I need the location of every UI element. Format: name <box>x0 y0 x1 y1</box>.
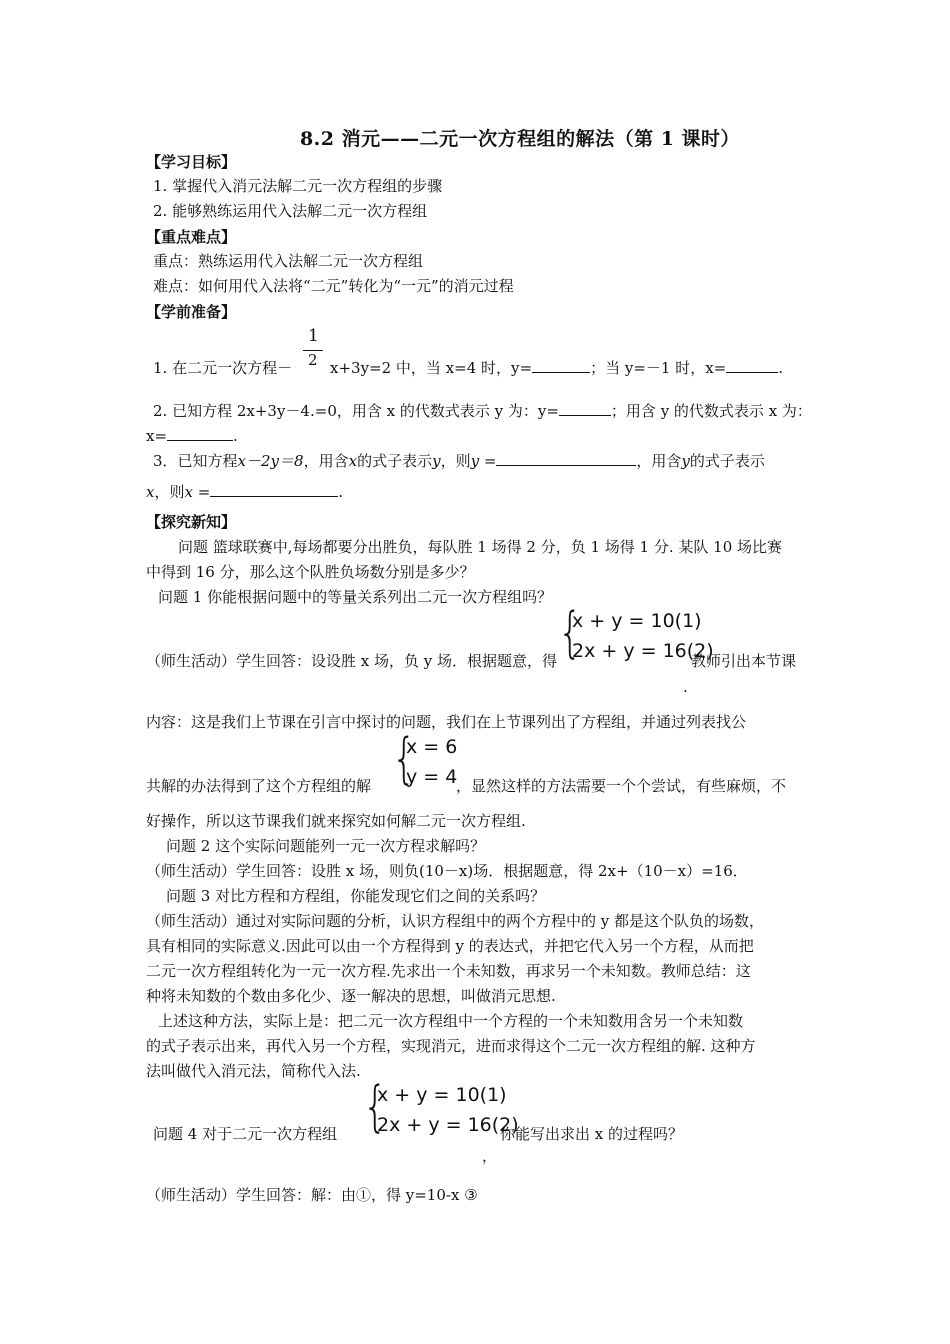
explore-p2: 中得到 16 分，那么这个队胜负场数分别是多少？ <box>146 563 475 581</box>
explore-p18-tail: 你能写出求出 x 的过程吗？ <box>500 1125 683 1143</box>
equation-system-1 <box>558 601 714 666</box>
prep-q1-text-c: ；当 y=－1 时，x= <box>590 359 727 377</box>
var-y: y <box>470 452 480 470</box>
prep-q3-text-i: = <box>192 483 211 501</box>
var-x: x <box>184 483 193 501</box>
prep-q3-text-g: 的式子表示 <box>689 452 765 470</box>
prep-q1 <box>153 358 292 378</box>
explore-p19: （师生活动）学生回答：解：由①，得 y=10-x ③ <box>146 1186 478 1204</box>
key-difficulty: 难点：如何用代入法将“二元”转化为“一元”的消元过程 <box>153 277 514 295</box>
system-2-eq2: 2x + y = 16(2) <box>377 1114 519 1136</box>
prep-q1-text-a: 1. 在二元一次方程－ <box>153 359 293 377</box>
system-2-eq1: x + y = 10(1) <box>377 1084 507 1106</box>
solution-eq2: y = 4 <box>406 766 458 788</box>
prep-q3-text-f: ，用含 <box>636 452 682 470</box>
system-1-eq2: 2x + y = 16(2) <box>572 640 714 662</box>
explore-p16: 的式子表示出来，再代入另一个方程，实现消元，进而求得这个二元一次方程组的解. 这种方 <box>146 1037 756 1055</box>
prep-q1-text-b: x+3y=2 中，当 x=4 时，y= <box>330 359 533 377</box>
prep-q2-text-b: ；用含 y 的代数式表示 x 为： <box>610 402 812 420</box>
explore-p15: 上述这种方法，实际上是：把二元一次方程组中一个方程的一个未知数用含另一个未知数 <box>158 1012 744 1030</box>
var-x: x <box>348 452 358 470</box>
prep-q2-line2 <box>146 426 238 446</box>
explore-p9: （师生活动）学生回答：设胜 x 场，则负(10－x)场．根据题意，得 2x+（10－x）=16． <box>146 862 748 880</box>
explore-p17: 法叫做代入消元法，简称代入法. <box>146 1062 361 1080</box>
explore-p6: 共解的办法得到了这个方程组的解 <box>146 777 372 795</box>
explore-p6-tail: ，显然这样的方法需要一个个尝试，有些麻烦，不 <box>456 777 787 795</box>
var-x: x <box>146 483 155 501</box>
fraction-denominator: 2 <box>308 351 318 369</box>
prep-q2 <box>153 401 812 421</box>
explore-p8: 问题 2 这个实际问题能列一元一次方程求解吗？ <box>166 837 486 855</box>
brace-icon: { <box>363 1075 388 1138</box>
answer-blank[interactable] <box>559 401 611 416</box>
answer-blank[interactable] <box>496 451 636 466</box>
var-y: y <box>681 452 690 470</box>
explore-p14: 种将未知数的个数由多化少、逐一解决的思想，叫做消元思想. <box>146 987 556 1005</box>
brace-icon: { <box>392 727 417 790</box>
prep-q1-end: . <box>778 359 784 377</box>
prep-q3-end: . <box>338 483 344 501</box>
prep-q3-text-e: = <box>479 452 497 470</box>
explore-p18-comma: ， <box>482 1147 498 1165</box>
explore-p11: （师生活动）通过对实际问题的分析，认识方程组中的两个方程中的 y 都是这个队负的场数， <box>146 912 765 930</box>
section-prep: 【学前准备】 <box>146 303 237 321</box>
explore-p18: 问题 4 对于二元一次方程组 <box>153 1125 338 1143</box>
key-focus: 重点：熟练运用代入法解二元一次方程组 <box>153 252 424 270</box>
system-1-eq1: x + y = 10(1) <box>572 610 702 632</box>
equation-system-2 <box>363 1075 519 1140</box>
var-y: y <box>432 452 441 470</box>
page-title: 8.2 消元——二元一次方程组的解法（第 1 课时） <box>299 128 741 150</box>
prep-q1-rest <box>330 358 783 378</box>
prep-q3-text-a: 3．已知方程 <box>153 452 238 470</box>
explore-p12: 具有相同的实际意义.因此可以由一个方程得到 y 的表达式，并把它代入另一个方程，从而把 <box>146 937 754 955</box>
answer-blank[interactable] <box>532 358 590 373</box>
brace-icon: { <box>558 601 583 664</box>
answer-blank[interactable] <box>210 482 338 497</box>
explore-p10: 问题 3 对比方程和方程组，你能发现它们之间的关系吗？ <box>166 887 546 905</box>
prep-q3-text-b: ，用含 <box>303 452 349 470</box>
solution-eq1: x = 6 <box>406 736 458 758</box>
explore-p3: 问题 1 你能根据问题中的等量关系列出二元一次方程组吗？ <box>158 588 553 606</box>
goal-1: 1. 掌握代入消元法解二元一次方程组的步骤 <box>153 177 443 195</box>
explore-p4-dot: . <box>683 678 688 696</box>
answer-blank[interactable] <box>726 358 778 373</box>
prep-q3-text-d: ，则 <box>440 452 471 470</box>
fraction-numerator: 1 <box>308 326 319 346</box>
section-explore: 【探究新知】 <box>146 513 237 531</box>
prep-q3 <box>153 451 765 471</box>
explore-p4-tail: 教师引出本节课 <box>691 652 797 670</box>
prep-q3-text-h: ，则 <box>154 483 185 501</box>
explore-p4: （师生活动）学生回答：设设胜 x 场，负 y 场．根据题意，得 <box>146 652 558 670</box>
goal-2: 2. 能够熟练运用代入法解二元一次方程组 <box>153 202 428 220</box>
explore-p5: 内容：这是我们上节课在引言中探讨的问题，我们在上节课列出了方程组，并通过列表找公 <box>146 713 747 731</box>
prep-q3-text-c: 的式子表示 <box>357 452 433 470</box>
prep-q2-text-a: 2. 已知方程 2x+3y－4.=0，用含 x 的代数式表示 y 为：y= <box>153 402 559 420</box>
prep-q2-text-c: x= <box>146 427 168 445</box>
explore-p7: 好操作，所以这节课我们就来探究如何解二元一次方程组. <box>146 812 526 830</box>
prep-q3-line2 <box>146 482 343 502</box>
prep-q3-equation: x－2y＝8 <box>237 452 304 470</box>
explore-p13: 二元一次方程组转化为一元一次方程.先求出一个未知数，再求另一个未知数。教师总结：这 <box>146 962 751 980</box>
answer-blank[interactable] <box>167 426 233 441</box>
prep-q2-end: . <box>233 427 238 445</box>
section-goals: 【学习目标】 <box>146 153 237 171</box>
section-key: 【重点难点】 <box>146 228 237 246</box>
explore-p1: 问题 篮球联赛中,每场都要分出胜负，每队胜 1 场得 2 分，负 1 场得 1 分. 某队 10 场比赛 <box>178 538 783 556</box>
